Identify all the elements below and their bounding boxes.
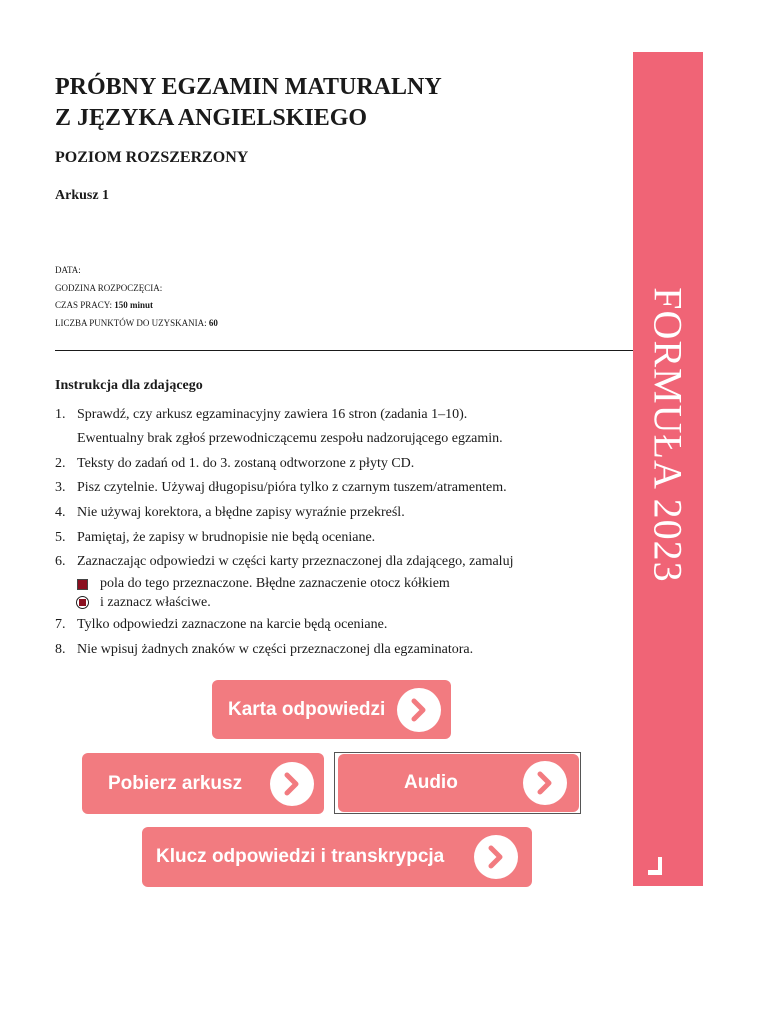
filled-box-icon (77, 579, 88, 590)
corner-mark-icon (648, 857, 662, 875)
item-subline (55, 593, 630, 612)
instruction-item (55, 550, 630, 612)
exam-title-line1: PRÓBNY EGZAMIN MATURALNY (55, 74, 442, 100)
duration-label: CZAS PRACY: (55, 300, 112, 310)
instruction-item (55, 452, 630, 476)
points-row (55, 315, 218, 333)
answer-sheet-button[interactable] (212, 680, 451, 739)
instruction-item (55, 526, 630, 550)
instruction-item (55, 403, 630, 451)
item-subline (55, 574, 630, 593)
side-banner-text: FORMUŁA 2023 (645, 287, 691, 583)
date-label: DATA: (55, 265, 81, 275)
download-sheet-label: Pobierz arkusz (108, 772, 243, 794)
item-text-continued: pola do tego przeznaczone. Błędne zaznaczenie otocz kółkiem (100, 576, 450, 592)
chevron-right-icon (397, 688, 441, 732)
instructions-heading: Instrukcja dla zdającego (55, 378, 203, 393)
item-number: 8. (55, 641, 66, 657)
instructions-list (55, 403, 630, 663)
item-text: Pamiętaj, że zapisy w brudnopisie nie będą oceniane. (77, 529, 376, 545)
item-text: Nie używaj korektora, a błędne zapisy wyraźnie przekreśl. (77, 505, 405, 521)
item-number: 3. (55, 480, 66, 496)
chevron-right-icon (474, 835, 518, 879)
audio-button[interactable] (338, 754, 579, 812)
item-text: Nie wpisuj żadnych znaków w części przeznaczonej dla egzaminatora. (77, 641, 474, 657)
chevron-right-icon (270, 762, 314, 806)
item-number: 4. (55, 505, 66, 521)
chevron-right-icon (523, 761, 567, 805)
answer-key-button[interactable] (142, 827, 532, 887)
answer-sheet-label: Karta odpowiedzi (228, 698, 386, 720)
instruction-item (55, 638, 630, 662)
instruction-item (55, 476, 630, 500)
download-sheet-button[interactable] (82, 753, 324, 814)
duration-value: 150 minut (114, 300, 153, 310)
item-number: 5. (55, 529, 66, 545)
exam-title-line2: Z JĘZYKA ANGIELSKIEGO (55, 105, 368, 131)
item-number: 6. (55, 554, 66, 570)
item-text-continued: i zaznacz właściwe. (100, 595, 211, 611)
duration-row (55, 297, 218, 315)
exam-level: POZIOM ROZSZERZONY (55, 149, 249, 166)
item-text: Tylko odpowiedzi zaznaczone na karcie będą oceniane. (77, 617, 388, 633)
exam-meta (55, 262, 218, 332)
circled-box-icon (76, 596, 89, 609)
start-time-label: GODZINA ROZPOCZĘCIA: (55, 282, 163, 293)
item-number: 7. (55, 617, 66, 633)
points-value: 60 (208, 317, 218, 328)
instruction-item (55, 501, 630, 525)
item-text: Zaznaczając odpowiedzi w części karty przeznaczonej dla zdającego, zamaluj (77, 554, 514, 570)
exam-title (55, 72, 615, 134)
item-number: 2. (55, 455, 66, 471)
sheet-label: Arkusz 1 (55, 188, 110, 203)
points-label: LICZBA PUNKTÓW DO UZYSKANIA: (55, 317, 207, 328)
audio-label: Audio (404, 772, 458, 793)
item-number: 1. (55, 407, 66, 422)
instruction-item (55, 613, 630, 637)
item-text: Teksty do zadań od 1. do 3. zostaną odtworzone z płyty CD. (77, 455, 415, 471)
item-text: Pisz czytelnie. Używaj długopisu/pióra tylko z czarnym tuszem/atramentem. (77, 480, 507, 496)
answer-key-label: Klucz odpowiedzi i transkrypcja (156, 846, 445, 867)
item-text-continued: Ewentualny brak zgłoś przewodniczącemu zespołu nadzorującego egzamin. (77, 431, 503, 446)
item-text: Sprawdź, czy arkusz egzaminacyjny zawiera 16 stron (zadania 1–10). (77, 407, 468, 422)
divider (55, 350, 633, 351)
